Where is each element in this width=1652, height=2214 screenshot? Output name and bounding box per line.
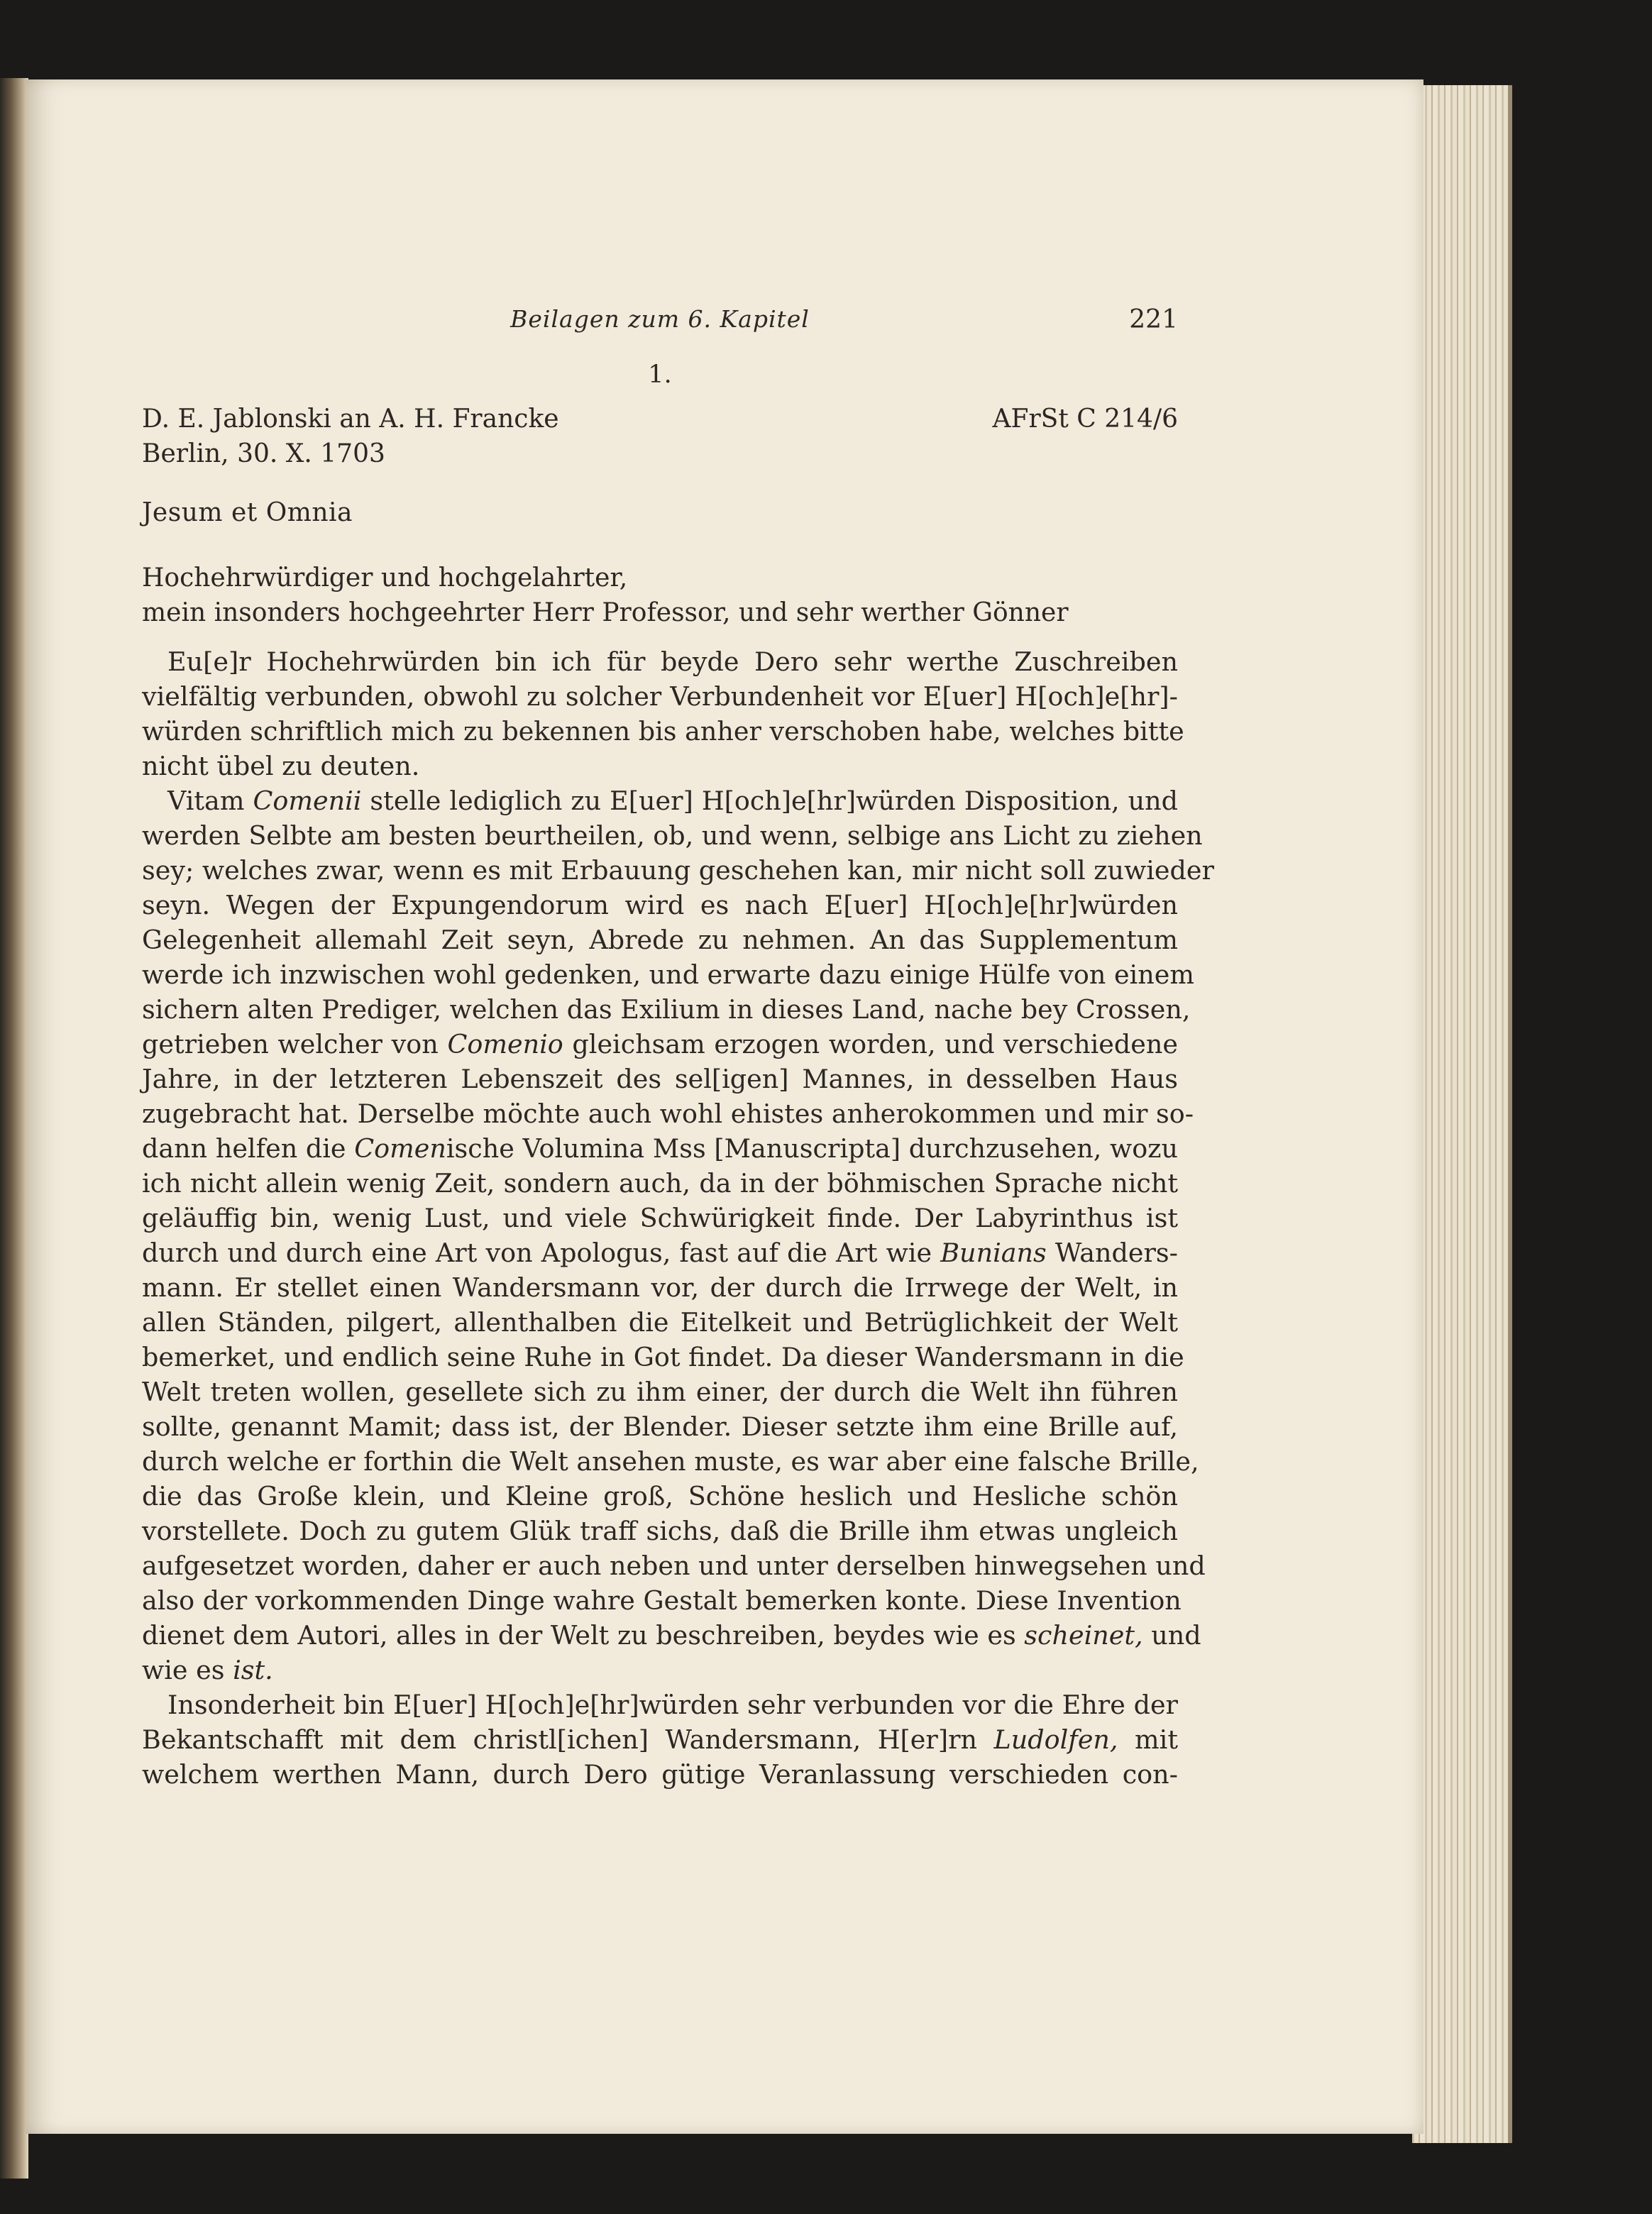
text-line: seyn. Wegen der Expungendorum wird es nach E[uer] H[och]e[hr]würden [142, 890, 1178, 920]
text-line: Welt treten wollen, gesellete sich zu ihm einer, der durch die Welt ihn führen [142, 1377, 1178, 1407]
text-line: Insonderheit bin E[uer] H[och]e[hr]würden sehr verbunden vor die Ehre der [167, 1690, 1178, 1720]
salutation-line: Hochehrwürdiger und hochgelahrter, [142, 563, 628, 593]
text-line: werde ich inzwischen wohl gedenken, und erwarte dazu einige Hülfe von einem [142, 959, 1194, 990]
text-line: mann. Er stellet einen Wandersmann vor, der durch die Irrwege der Welt, in [142, 1272, 1178, 1303]
text-line: dienet dem Autori, alles in der Welt zu beschreiben, beydes wie es scheinet, und [142, 1620, 1201, 1651]
salutation-line: mein insonders hochgeehrter Herr Professor, und sehr werther Gönner [142, 598, 1069, 627]
text-line: durch welche er forthin die Welt ansehen muste, es war aber eine falsche Brille, [142, 1446, 1199, 1477]
italic-name: Comenio [447, 1029, 563, 1059]
text-line: geläuffig bin, wenig Lust, und viele Schwürigkeit finde. Der Labyrinthus ist [142, 1203, 1178, 1233]
text-line: nicht übel zu deuten. [142, 751, 420, 781]
text-line: würden schriftlich mich zu bekennen bis anher verschoben habe, welches bitte [142, 716, 1184, 747]
text-line: wie es ist. [142, 1655, 273, 1685]
page-number: 221 [1129, 305, 1178, 334]
archive-reference: AFrSt C 214/6 [992, 404, 1178, 434]
letter-meta [142, 402, 1178, 471]
place-date: Berlin, 30. X. 1703 [142, 439, 385, 468]
text-line: allen Ständen, pilgert, allenthalben die Eitelkeit und Betrüglichkeit der Welt [142, 1307, 1178, 1338]
letter-number: 1. [648, 360, 672, 389]
text-line: Gelegenheit allemahl Zeit seyn, Abrede zu nehmen. An das Supplementum [142, 925, 1178, 955]
text-line: sichern alten Prediger, welchen das Exilium in dieses Land, nache bey Crossen, [142, 994, 1191, 1025]
letter-body [142, 644, 1214, 1792]
text-line: vielfältig verbunden, obwohl zu solcher Verbundenheit vor E[uer] H[och]e[hr]- [142, 681, 1178, 712]
letter-salutation [142, 561, 1178, 630]
italic-word: scheinet, [1024, 1620, 1143, 1651]
text-line: dann helfen die Comenische Volumina Mss [Manuscripta] durchzusehen, wozu [142, 1133, 1178, 1164]
text-line: welchem werthen Mann, durch Dero gütige Veranlassung verschieden con- [142, 1759, 1178, 1790]
text-line: durch und durch eine Art von Apologus, fast auf die Art wie Bunians Wanders- [142, 1238, 1178, 1268]
book-spine-edge [0, 78, 28, 2179]
italic-name: Ludolfen, [993, 1724, 1118, 1755]
text-line: sollte, genannt Mamit; dass ist, der Blender. Dieser setzte ihm eine Brille auf, [142, 1411, 1178, 1442]
italic-name: Bunians [940, 1238, 1047, 1268]
text-line: ich nicht allein wenig Zeit, sondern auch, da in der böhmischen Sprache nicht [142, 1168, 1178, 1199]
italic-name: Comen [354, 1133, 446, 1164]
sender-recipient: D. E. Jablonski an A. H. Francke [142, 404, 559, 434]
text-line: bemerket, und endlich seine Ruhe in Got findet. Da dieser Wandersmann in die [142, 1342, 1184, 1372]
text-line: Eu[e]r Hochehrwürden bin ich für beyde Dero sehr werthe Zuschreiben [167, 646, 1178, 677]
text-line: Jahre, in der letzteren Lebenszeit des sel[igen] Mannes, in desselben Haus [142, 1064, 1178, 1094]
running-title: Beilagen zum 6. Kapitel [510, 305, 810, 333]
text-line: getrieben welcher von Comenio gleichsam erzogen worden, und verschiedene [142, 1029, 1178, 1059]
text-line: also der vorkommenden Dinge wahre Gestalt bemerken konte. Diese Invention [142, 1585, 1182, 1616]
text-line: zugebracht hat. Derselbe möchte auch wohl ehistes anherokommen und mir so- [142, 1098, 1194, 1129]
text-line: aufgesetzet worden, daher er auch neben und unter derselben hinwegsehen und [142, 1551, 1206, 1581]
text-line: die das Große klein, und Kleine groß, Schöne heslich und Hesliche schön [142, 1481, 1178, 1511]
text-line: Bekantschafft mit dem christl[ichen] Wandersmann, H[er]rn Ludolfen, mit [142, 1724, 1178, 1755]
text-line: werden Selbte am besten beurtheilen, ob, und wenn, selbige ans Licht zu ziehen [142, 820, 1203, 851]
page-edges [1412, 85, 1512, 2143]
text-line: sey; welches zwar, wenn es mit Erbauung geschehen kan, mir nicht soll zuwieder [142, 855, 1214, 886]
page-header [142, 305, 1178, 341]
italic-word: ist. [233, 1655, 273, 1685]
text-line: Vitam Comenii stelle lediglich zu E[uer] H[och]e[hr]würden Disposition, und [167, 786, 1178, 816]
text-line: vorstellete. Doch zu gutem Glük traff sichs, daß die Brille ihm etwas ungleich [142, 1516, 1178, 1546]
letter-greeting: Jesum et Omnia [142, 498, 353, 527]
italic-name: Comenii [253, 786, 362, 816]
